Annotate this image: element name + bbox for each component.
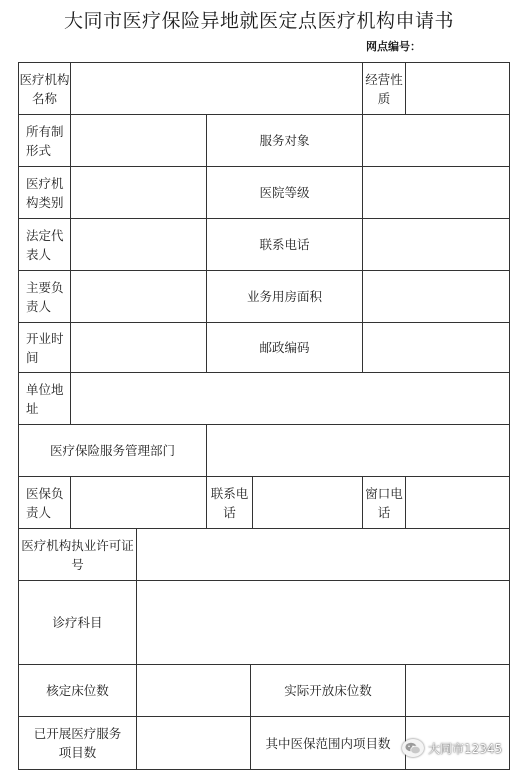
institution-category-field[interactable] (71, 167, 206, 218)
phone-field[interactable] (363, 219, 509, 270)
departments-field[interactable] (137, 581, 509, 664)
hospital-grade-label: 医院等级 (259, 185, 310, 200)
opening-time-field[interactable] (71, 323, 206, 372)
business-nature-label: 经营性质 (365, 71, 403, 106)
service-items-field[interactable] (137, 717, 250, 769)
service-items-label: 已开展医疗服务项目数 (33, 726, 122, 760)
service-target-field[interactable] (363, 115, 509, 166)
opening-time-label: 开业时间 (26, 330, 64, 365)
window-phone-label: 窗口电话 (365, 485, 403, 520)
ownership-form-field[interactable] (71, 115, 206, 166)
contact-phone-label: 联系电话 (210, 485, 249, 520)
window-phone-field[interactable] (406, 477, 509, 528)
watermark (402, 739, 502, 757)
open-beds-field[interactable] (406, 665, 509, 716)
main-person-field[interactable] (71, 271, 206, 322)
watermark-text: 大同市12345 (428, 741, 503, 756)
license-no-field[interactable] (137, 529, 509, 580)
approved-beds-field[interactable] (137, 665, 250, 716)
page-title: 大同市医疗保险异地就医定点医疗机构申请书 (63, 10, 454, 32)
service-target-label: 服务对象 (259, 133, 310, 148)
license-no-label: 医疗机构执业许可证号 (21, 537, 134, 572)
business-area-field[interactable] (363, 271, 509, 322)
business-area-label: 业务用房面积 (246, 289, 322, 304)
main-person-label: 主要负责人 (26, 279, 64, 314)
institution-category-label: 医疗机构类别 (26, 175, 64, 210)
business-nature-field[interactable] (406, 63, 509, 114)
institution-name-field[interactable] (71, 63, 362, 114)
phone-label: 联系电话 (259, 237, 310, 252)
hospital-grade-field[interactable] (363, 167, 509, 218)
insurance-dept-field[interactable] (207, 425, 509, 476)
legal-rep-field[interactable] (71, 219, 206, 270)
network-number-label: 网点编号： (366, 40, 421, 53)
address-label: 单位地址 (26, 381, 64, 416)
insurance-dept-label: 医疗保险服务管理部门 (49, 443, 175, 458)
insured-items-label: 其中医保范围内项目数 (265, 735, 391, 751)
legal-rep-label: 法定代表人 (26, 227, 64, 262)
institution-name-label: 医疗机构名称 (19, 71, 70, 106)
wechat-icon (402, 739, 424, 757)
departments-label: 诊疗科目 (52, 615, 103, 630)
postal-code-label: 邮政编码 (259, 340, 310, 355)
open-beds-label: 实际开放床位数 (284, 683, 372, 698)
insurance-person-label: 医保负责人 (26, 485, 64, 520)
contact-phone-field[interactable] (253, 477, 362, 528)
ownership-form-label: 所有制形式 (26, 123, 64, 158)
postal-code-field[interactable] (363, 323, 509, 372)
address-field[interactable] (71, 373, 509, 424)
approved-beds-label: 核定床位数 (46, 683, 109, 698)
insurance-person-field[interactable] (71, 477, 206, 528)
